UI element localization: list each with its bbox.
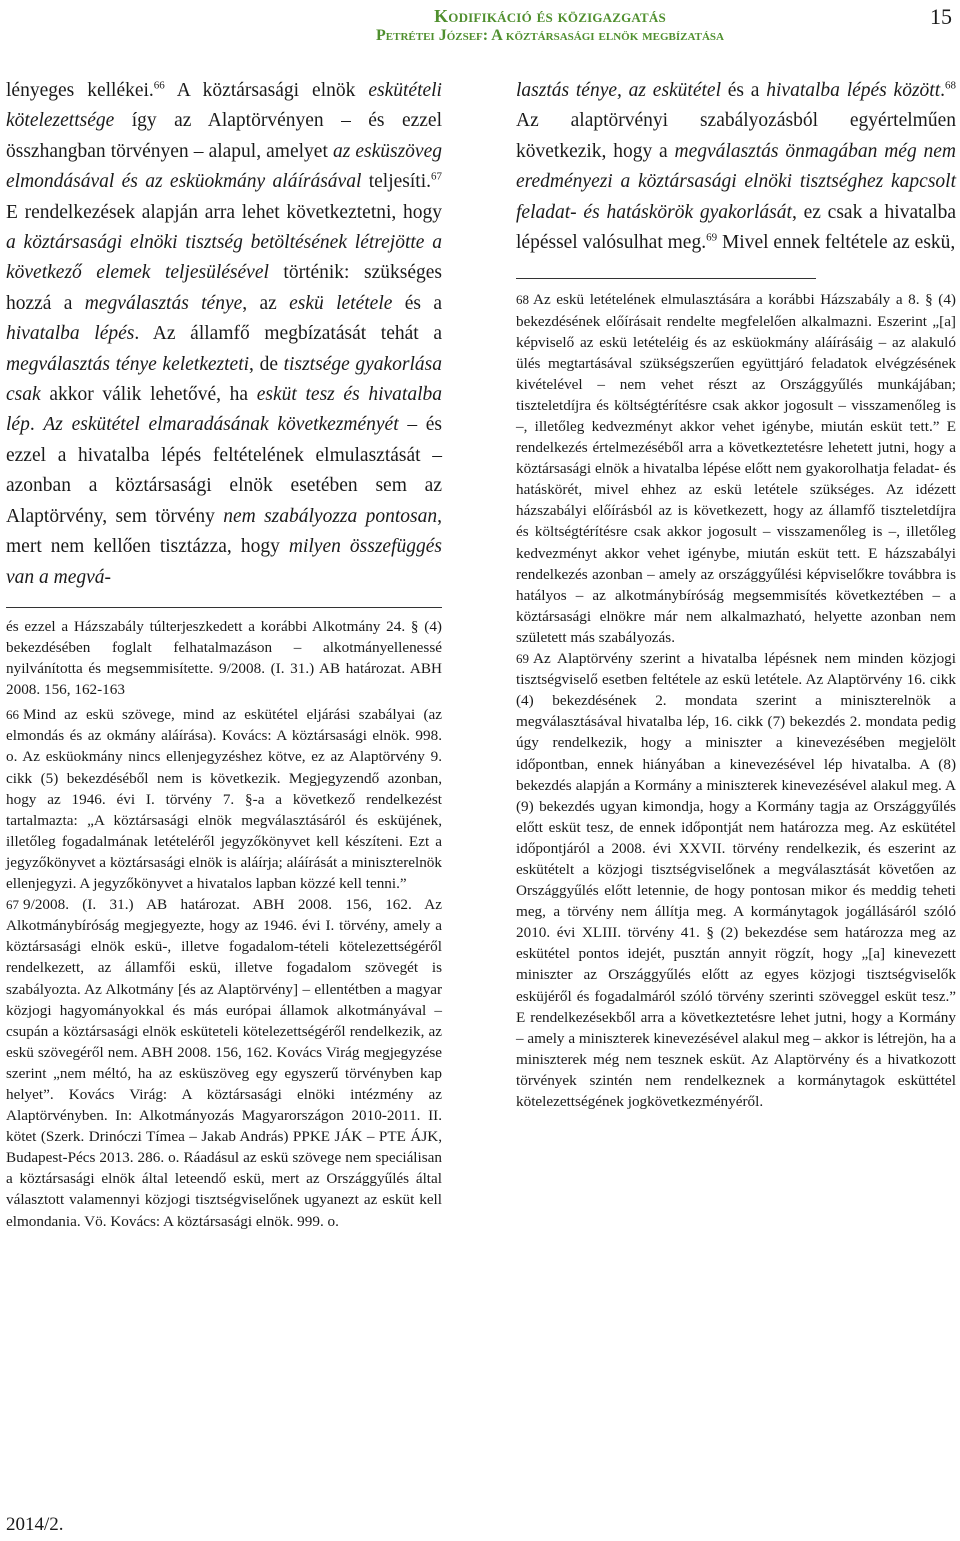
text-span: Mivel ennek feltétele az eskü, <box>717 232 956 254</box>
footnote-separator <box>6 607 442 608</box>
footnote-text: Mind az eskü szövege, mind az eskütétel eljárási szabályai (az elmondás és az okmány aláírása). Kovács: A köztársasági elnök. 998. o. Az esküokmány nincs ellenjegyzéshez kötve, ez az Alaptörvény 9. cikk (5) bekezdéséből nem is következik. Megjegyzendő azonban, hogy az 1946. évi I. törvény 7. §-a a következő rendelkezést tartalmazta: „A köztársasági elnök megválasztásáról és esküjének, illetőleg fogadalmának letételéről jegyzőkönyvet kell készíteni. Ezt a jegyzőkönyvet a köztársasági elnök is aláírja; aláírását a miniszterelnök ellenjegyzi. A jegyzőkönyvet a hivatalos lapban közzé kell tenni.” <box>6 706 442 893</box>
italic-span: Az eskütétel elmaradásának következményét <box>43 414 399 436</box>
footnote-ref: 69 <box>706 231 718 244</box>
left-body-text <box>6 76 442 593</box>
footnote-number: 66 <box>6 707 19 723</box>
footnote-ref: 66 <box>153 79 165 92</box>
text-span: E rendelkezések alapján arra lehet következtetni, hogy <box>6 201 442 223</box>
italic-span: lasztás ténye, az eskütétel <box>516 80 721 101</box>
footnote-text: Az eskü letételének elmulasztására a korábbi Házszabály a 8. § (4) bekezdésének előírásait rendelte megfelelően alkalmazni. Eszerint „[a] képviselő az eskü letételéig és az esküokmány aláírásáig – az alakuló ülés megtartásával szükségszerűen együttjáró feladatok elvégzésének kivételével – nem vehet részt az Országgyűlés munkájában; tiszteletdíjra és költségtérítésre csak akkor jogosult – visszamenőleg is –, illetőleg kedvezményt akkor vehet igénybe, miután esküt tett.” E rendelkezés értelmezéséből arra a következtetésre lehetett jutni, hogy a köztársasági elnök a hivatalba lépése előtt nem gyakorolhatja feladat- és hatáskörét, mivel ehhez az eskü letétele szükséges. Az idézett házszabályi előírásból az is következett, hogy az államfő tiszteletdíjra és költségtérítésre csak akkor jogosult – visszamenőleg is –, illetőleg kedvezményt akkor vehet igénybe, miután esküt tett. E házszabályi rendelkezés azonban – amely az országgyűlési képviselőkre továbbra is hatályos – az alkotmánybíróság megsemmisítés következtében – a köztársasági elnökre már nem alkalmazható, helyette azonban nem született más szabályozás. <box>516 291 956 646</box>
italic-span: hivatalba lépés <box>6 323 135 345</box>
text-span: teljesíti. <box>361 171 432 193</box>
text-span: . Az államfő megbízatását tehát a <box>134 323 442 345</box>
footnote <box>516 289 956 648</box>
footnote <box>6 894 442 1232</box>
article-title: Petrétei József: A köztársasági elnök megbízatása <box>376 27 724 44</box>
issue-number: 2014/2. <box>6 1514 64 1535</box>
italic-span: az esküszöveg elmondásával és az esküokmány aláírásával <box>6 140 442 193</box>
footnote <box>516 648 956 1112</box>
italic-span: eskütételi kötelezettsége <box>6 80 442 132</box>
footnote-number: 68 <box>516 292 529 308</box>
text-span: – és ezzel a hivatalba lépés feltételének elmulasztását – azonban a köztársasági elnök esetében sem az Alaptörvény, sem törvény <box>6 414 442 527</box>
italic-span: milyen összefüggés van a megvá- <box>6 536 442 588</box>
text-span: , az <box>242 292 290 314</box>
left-footnotes <box>6 704 442 1231</box>
footnote-number: 67 <box>6 897 19 913</box>
footnote-text: Az Alaptörvény szerint a hivatalba lépésnek nem minden közjogi tisztségviselő esetben feltétele az eskü letétele. Az Alaptörvény 16. cikk (4) bekezdésének 2. mondata szerint a miniszterelnök a megválasztásával hivatalba lép, 16. cikk (7) bekezdés 2. mondata pedig úgy rendelkezik, hogy a miniszter a kinevezésében megjelölt időpontban, ennek hiányában a kinevezésével lép hivatalba. A (8) bekezdés alapján a Kormány a miniszterek kinevezésével alakul meg. A (9) bekezdés ugyan kimondja, hogy a Kormány tagja az Országgyűlés előtt esküt tesz, de ennek időpontját nem határozza meg. Az eskütétel időpontjáról a 2008. évi XXVII. törvény rendelkezik, és eszerint az eskütételt a közjogi tisztségviselőnek a megválasztását követően az Országgyűlés előtt letennie, de hogy pontosan mikor és meddig teheti meg, a törvény nem állítja meg. A kormánytagok jogállásáról szóló 2010. évi XLIII. törvény 41. § (2) bekezdése sem határozza meg az eskütétel pontos idejét, pusztán annyit rögzít, hogy „[a] kinevezett miniszter az Országgyűlés előtt az egyes közjogi tisztségviselők esküjéről és fogadalmáról szóló törvény szerinti szöveggel esküt tesz.” E rendelkezésekből arra a következtetésre lehet jutni, hogy a Kormány – amely a miniszterek kinevezésével alakul meg – akkor is létrejön, ha a miniszterek még nem tesznek esküt. Az Alaptörvény és a hivatkozott törvények szintén nem rendelkeznek a kormánytagok esküttétel kötelezettségének jogkövetkezményéről. <box>516 650 956 1110</box>
text-span: Az alaptörvényi szabályozásból egyértelműen következik, hogy a <box>516 110 956 162</box>
text-span: , de <box>249 353 284 375</box>
text-span: így az Alaptörvényen – és ezzel összhangban törvényen – alapul, amelyet <box>6 110 442 162</box>
footnote-continuation: és ezzel a Házszabály túlterjeszkedett a korábbi Alkotmány 24. § (4) bekezdésében foglalt felhatalmazáson – alkotmányellenessé nyilvánította és megsemmisítette. 9/2008. (I. 31.) AB határozat. ABH 2008. 156, 162-163 <box>6 617 442 699</box>
footnote-text: 9/2008. (I. 31.) AB határozat. ABH 2008. 156, 162. Az Alkotmánybíróság megjegyezte, hogy az 1946. évi I. törvény, amely a köztársasági elnök eskü-, illetve fogadalom-tételi kötelezettségéről rendelkezett, az államfői eskü, illetve fogadalom szövegét is szabályozta. Az Alkotmány [és az Alaptörvény] – ellentétben a magyar közjogi hagyományokkal és más európai államok alkotmányával – csupán a köztársasági elnök esküteteli kötelezettségéről rendelkezik, az eskü szövegéről nem. ABH 2008. 156, 162. Kovács Virág megjegyzése szerint „nem méltó, ha az esküszöveg egy egyszerű törvényben kap helyet”. Kovács Virág: A köztársasági elnöki intézmény az Alaptörvényben. In: Alkotmányozás Magyarországon 2010-2011. II. kötet (Szerk. Drinóczi Tímea – Jakab András) PPKE JÁK – PTE ÁJK, Budapest-Pécs 2013. 286. o. Ráadásul az eskü szövege nem speciálisan a köztársasági elnök által leteendő eskü, mert az Országgyűlés által választott valamennyi közjogi tisztségviselőnek ugyanezt az esküt kell elmondania. Vö. Kovács: A köztársasági elnök. 999. o. <box>6 896 442 1230</box>
italic-span: esküt tesz és hivatalba lép <box>6 384 442 436</box>
footnote-separator <box>516 278 816 279</box>
running-header <box>340 6 760 46</box>
text-span: történik: szükséges hozzá a <box>6 262 442 314</box>
journal-title: Kodifikáció és közigazgatás <box>434 6 666 26</box>
italic-span: tisztsége gyakorlása csak <box>6 353 443 406</box>
footnote-ref: 67 <box>431 170 443 183</box>
right-footnotes <box>516 289 956 1112</box>
italic-span: megválasztás önmagában még nem eredményezi a köztársasági elnöki tisztséghez kapcsolt feladat- és hatáskörök gyakorlását <box>516 140 956 223</box>
right-column <box>516 76 956 1112</box>
text-span: . <box>940 80 945 101</box>
text-span: , mert nem kellően tisztázza, hogy <box>6 505 443 558</box>
italic-span: nem szabályozza pontosan <box>223 505 438 527</box>
footnote <box>6 704 442 894</box>
text-span: és a <box>392 292 442 314</box>
text-span: lényeges kellékei. <box>6 80 154 101</box>
footnote-ref: 68 <box>945 79 956 92</box>
text-span: . <box>29 414 44 436</box>
text-span: A köztársasági elnök <box>164 80 369 101</box>
italic-span: megválasztás ténye <box>84 292 243 314</box>
italic-span: hivatalba lépés között <box>766 80 941 101</box>
italic-span: a köztársasági elnöki tisztség betöltésének létrejötte a következő elemek teljesülésével <box>6 232 442 284</box>
text-span: , ez csak a hivatalba lépéssel valósulhat meg. <box>516 201 956 254</box>
italic-span: megválasztás ténye keletkezteti <box>6 353 250 375</box>
text-span: akkor válik lehetővé, ha <box>40 384 257 406</box>
right-body-text <box>516 76 956 258</box>
italic-span: eskü letétele <box>289 292 393 314</box>
left-column <box>6 76 442 1232</box>
footnote-number: 69 <box>516 651 529 667</box>
page-number: 15 <box>930 4 952 29</box>
text-span: és a <box>721 80 767 101</box>
